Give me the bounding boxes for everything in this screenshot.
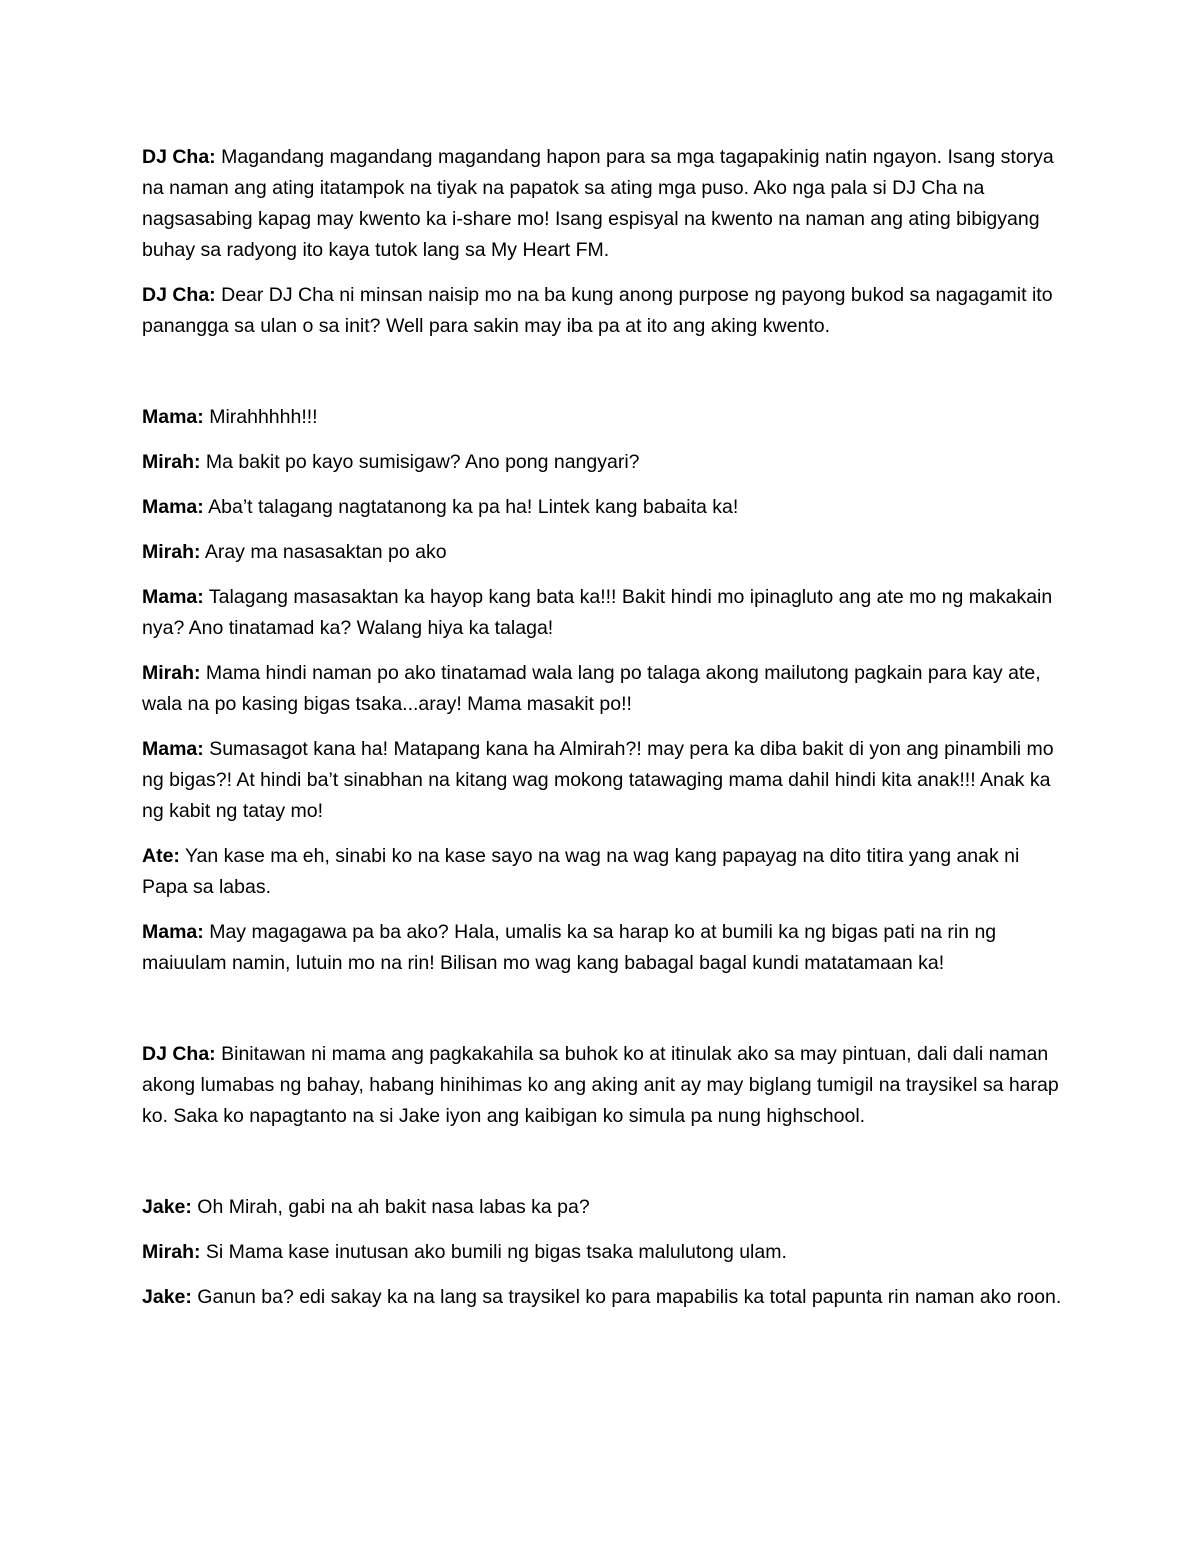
speaker-name: Mama: — [142, 496, 204, 518]
paragraph — [142, 658, 1062, 720]
paragraph — [142, 447, 1062, 478]
dialogue-text: Talagang masasaktan ka hayop kang bata ka!!! Bakit hindi mo ipinagluto ang ate mo ng makakain nya? Ano tinatamad ka? Walang hiya ka talaga! — [142, 586, 1053, 639]
dialogue-text: Ma bakit po kayo sumisigaw? Ano pong nangyari? — [200, 451, 640, 473]
dialogue-text: May magagawa pa ba ako? Hala, umalis ka sa harap ko at bumili ka ng bigas pati na rin ng maiuulam namin, lutuin mo na rin! Bilisan mo wag kang babagal bagal kundi matatamaan ka! — [142, 921, 997, 974]
dialogue-text: Aray ma nasasaktan po ako — [200, 541, 447, 563]
paragraph — [142, 537, 1062, 568]
dialogue-text: Aba’t talagang nagtatanong ka pa ha! Lintek kang babaita ka! — [203, 496, 739, 518]
dialogue-text: Magandang magandang magandang hapon para sa mga tagapakinig natin ngayon. Isang storya na naman ang ating itatampok na tiyak na papatok sa ating mga puso. Ako nga pala si DJ Cha na nagsasabing kapag may kwento ka i-share mo! Isang espisyal na kwento na naman ang ating bibigyang buhay sa radyong ito kaya tutok lang sa My Heart FM. — [142, 146, 1054, 261]
speaker-name: DJ Cha: — [142, 1043, 216, 1065]
dialogue-text: Oh Mirah, gabi na ah bakit nasa labas ka pa? — [191, 1196, 590, 1218]
speaker-name: Mama: — [142, 586, 204, 608]
dialogue-text: Dear DJ Cha ni minsan naisip mo na ba kung anong purpose ng payong bukod sa nagagamit ito panangga sa ulan o sa init? Well para sakin may iba pa at ito ang aking kwento. — [142, 284, 1053, 337]
paragraph — [142, 1237, 1062, 1268]
paragraph — [142, 1192, 1062, 1223]
speaker-name: Mirah: — [142, 451, 201, 473]
paragraph — [142, 142, 1062, 266]
paragraph — [142, 402, 1062, 433]
paragraph — [142, 492, 1062, 523]
paragraph — [142, 1039, 1062, 1132]
dialogue-text: Sumasagot kana ha! Matapang kana ha Almirah?! may pera ka diba bakit di yon ang pinambili mo ng bigas?! At hindi ba’t sinabhan na kitang wag mokong tatawaging mama dahil hindi kita anak!!! Anak ka ng kabit ng tatay mo! — [142, 738, 1054, 822]
speaker-name: DJ Cha: — [142, 146, 216, 168]
speaker-name: Mirah: — [142, 541, 201, 563]
speaker-name: Mama: — [142, 738, 204, 760]
dialogue-text: Mama hindi naman po ako tinatamad wala lang po talaga akong mailutong pagkain para kay ate, wala na po kasing bigas tsaka...aray! Mama masakit po!! — [142, 662, 1041, 715]
speaker-name: Mirah: — [142, 1241, 201, 1263]
speaker-name: Mama: — [142, 921, 204, 943]
paragraph — [142, 917, 1062, 979]
speaker-name: Mirah: — [142, 662, 201, 684]
speaker-name: Jake: — [142, 1286, 192, 1308]
paragraph — [142, 841, 1062, 903]
dialogue-text: Si Mama kase inutusan ako bumili ng bigas tsaka malulutong ulam. — [200, 1241, 787, 1263]
dialogue-text: Yan kase ma eh, sinabi ko na kase sayo na wag na wag kang papayag na dito titira yang anak ni Papa sa labas. — [142, 845, 1020, 898]
speaker-name: Jake: — [142, 1196, 192, 1218]
dialogue-text: Binitawan ni mama ang pagkakahila sa buhok ko at itinulak ako sa may pintuan, dali dali naman akong lumabas ng bahay, habang hinihimas ko ang aking anit ay may biglang tumigil na traysikel sa harap ko. Saka ko napagtanto na si Jake iyon ang kaibigan ko simula pa nung highschool. — [142, 1043, 1059, 1127]
paragraph — [142, 734, 1062, 827]
paragraph — [142, 582, 1062, 644]
speaker-name: DJ Cha: — [142, 284, 216, 306]
paragraph — [142, 1282, 1062, 1313]
speaker-name: Mama: — [142, 406, 204, 428]
dialogue-text: Ganun ba? edi sakay ka na lang sa traysikel ko para mapabilis ka total papunta rin naman ako roon. — [191, 1286, 1062, 1308]
paragraph — [142, 280, 1062, 342]
dialogue-text: Mirahhhhh!!! — [203, 406, 318, 428]
speaker-name: Ate: — [142, 845, 180, 867]
document-body — [142, 142, 1062, 1327]
